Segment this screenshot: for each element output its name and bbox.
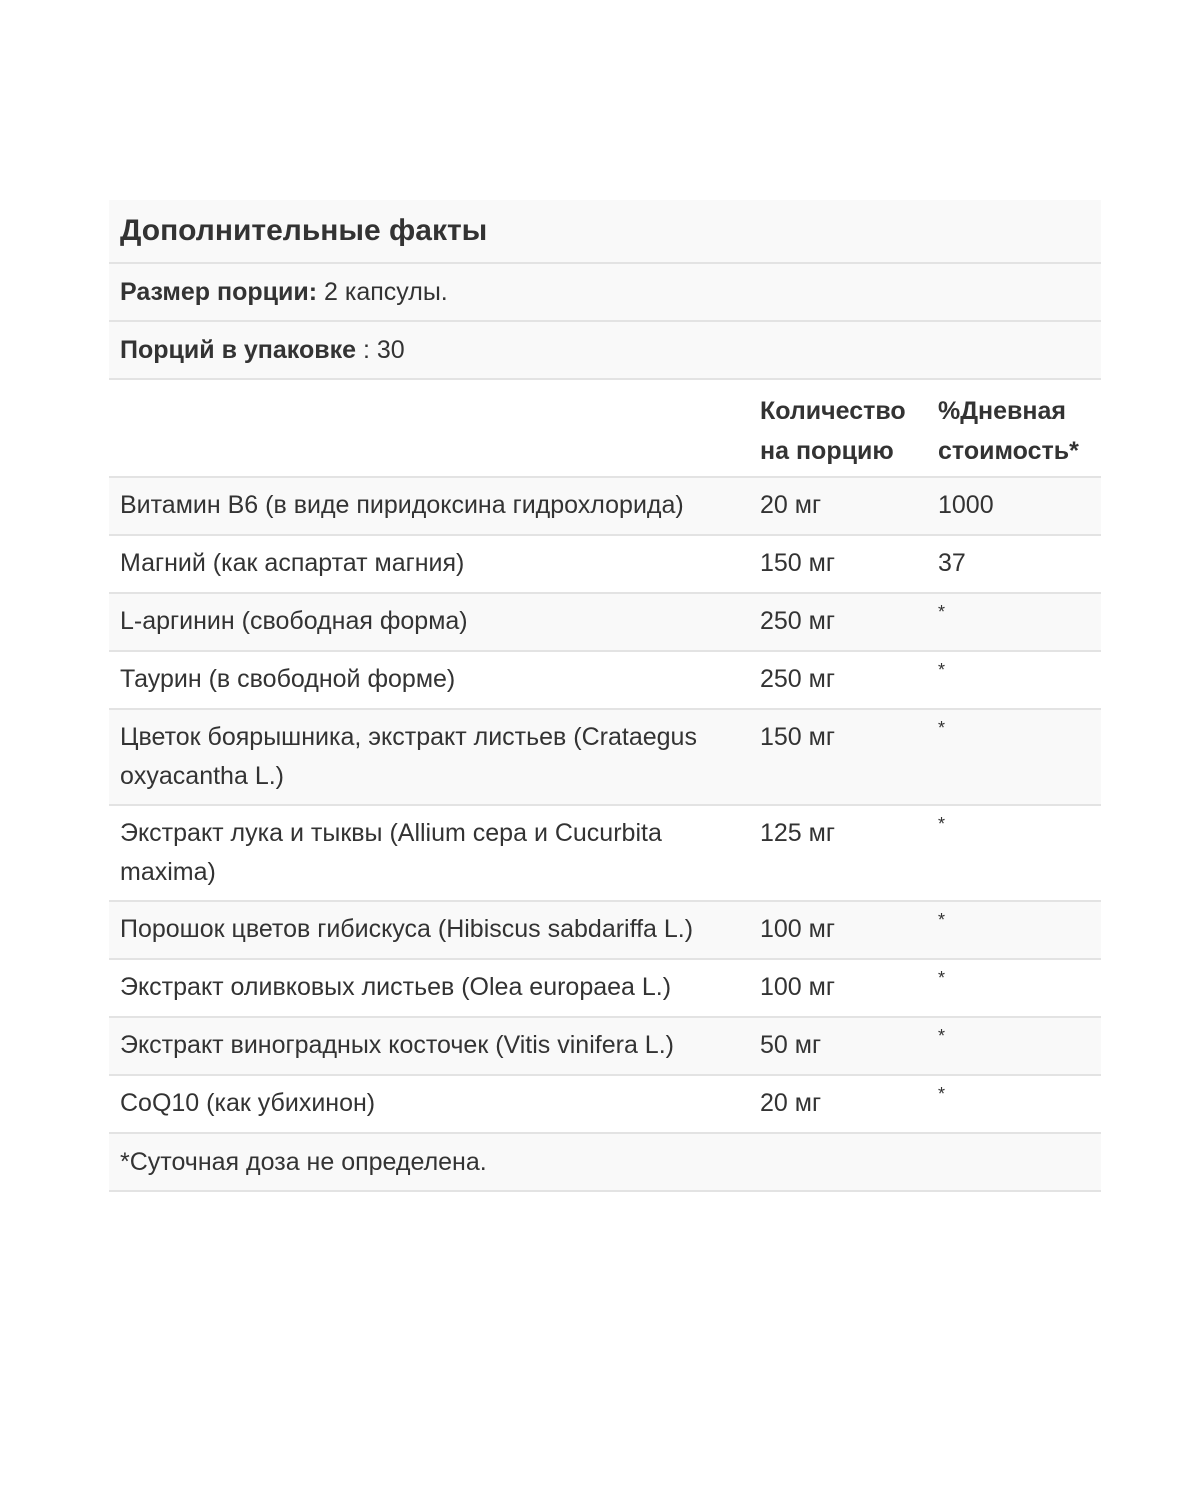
ingredient-daily-value: *: [938, 660, 946, 680]
ingredient-name: Витамин B6 (в виде пиридоксина гидрохлорида): [120, 491, 684, 519]
servings-label: Порций в упаковке: [120, 335, 357, 364]
header-dv-line2: стоимость*: [938, 437, 1079, 465]
table-row: [109, 652, 1101, 710]
ingredient-amount: 100 мг: [760, 915, 835, 943]
serving-size-row: [109, 264, 1101, 322]
ingredient-daily-value: *: [938, 910, 946, 930]
supplement-facts-panel: [109, 200, 1101, 1192]
ingredient-amount: 150 мг: [760, 723, 835, 751]
ingredient-daily-value: *: [938, 718, 946, 738]
header-dv-line1: %Дневная: [938, 397, 1067, 425]
table-row: [109, 1076, 1101, 1134]
table-row: [109, 902, 1101, 960]
ingredient-amount: 250 мг: [760, 607, 835, 635]
table-row: [109, 960, 1101, 1018]
table-row: [109, 710, 1101, 806]
ingredient-amount: 100 мг: [760, 973, 835, 1001]
servings-per-container-row: [109, 322, 1101, 380]
ingredient-daily-value: *: [938, 1084, 946, 1104]
ingredient-name: Магний (как аспартат магния): [120, 549, 465, 577]
header-amount-line2: на порцию: [760, 437, 894, 465]
ingredient-name: L-аргинин (свободная форма): [120, 607, 468, 635]
ingredient-name: Экстракт виноградных косточек (Vitis vinifera L.): [120, 1031, 674, 1059]
title-row: [109, 200, 1101, 264]
serving-size-label: Размер порции:: [120, 277, 318, 306]
ingredient-amount: 20 мг: [760, 1089, 822, 1117]
header-dv-cell: [938, 391, 1101, 471]
ingredient-daily-value: *: [938, 1026, 946, 1046]
serving-size-value: 2 капсулы.: [324, 277, 448, 306]
table-row: [109, 536, 1101, 594]
footnote-text: *Суточная доза не определена.: [120, 1147, 487, 1176]
table-row: [109, 478, 1101, 536]
table-header-row: [109, 380, 1101, 478]
ingredient-amount: 150 мг: [760, 549, 835, 577]
header-amount-cell: [760, 391, 938, 471]
ingredient-amount: 125 мг: [760, 819, 835, 847]
ingredient-name: Цветок боярышника, экстракт листьев (Crataegus oxyacantha L.): [120, 723, 697, 790]
ingredient-daily-value: *: [938, 602, 946, 622]
ingredient-name: Порошок цветов гибискуса (Hibiscus sabdariffa L.): [120, 915, 694, 943]
header-amount-line1: Количество: [760, 397, 906, 425]
ingredient-amount: 50 мг: [760, 1031, 822, 1059]
panel-title: Дополнительные факты: [120, 214, 488, 247]
ingredient-amount: 20 мг: [760, 491, 822, 519]
ingredient-name: Таурин (в свободной форме): [120, 665, 456, 693]
ingredient-daily-value: *: [938, 814, 946, 834]
ingredient-amount: 250 мг: [760, 665, 835, 693]
ingredient-name: Экстракт оливковых листьев (Olea europaea L.): [120, 973, 672, 1001]
ingredient-daily-value: 37: [938, 549, 966, 577]
ingredient-daily-value: *: [938, 968, 946, 988]
footnote-row: [109, 1134, 1101, 1192]
table-row: [109, 1018, 1101, 1076]
ingredient-name: CoQ10 (как убихинон): [120, 1089, 376, 1117]
table-row: [109, 806, 1101, 902]
ingredient-daily-value: 1000: [938, 491, 994, 519]
ingredient-name: Экстракт лука и тыквы (Allium cepa и Cucurbita maxima): [120, 819, 662, 886]
table-row: [109, 594, 1101, 652]
servings-value: : 30: [362, 335, 405, 364]
